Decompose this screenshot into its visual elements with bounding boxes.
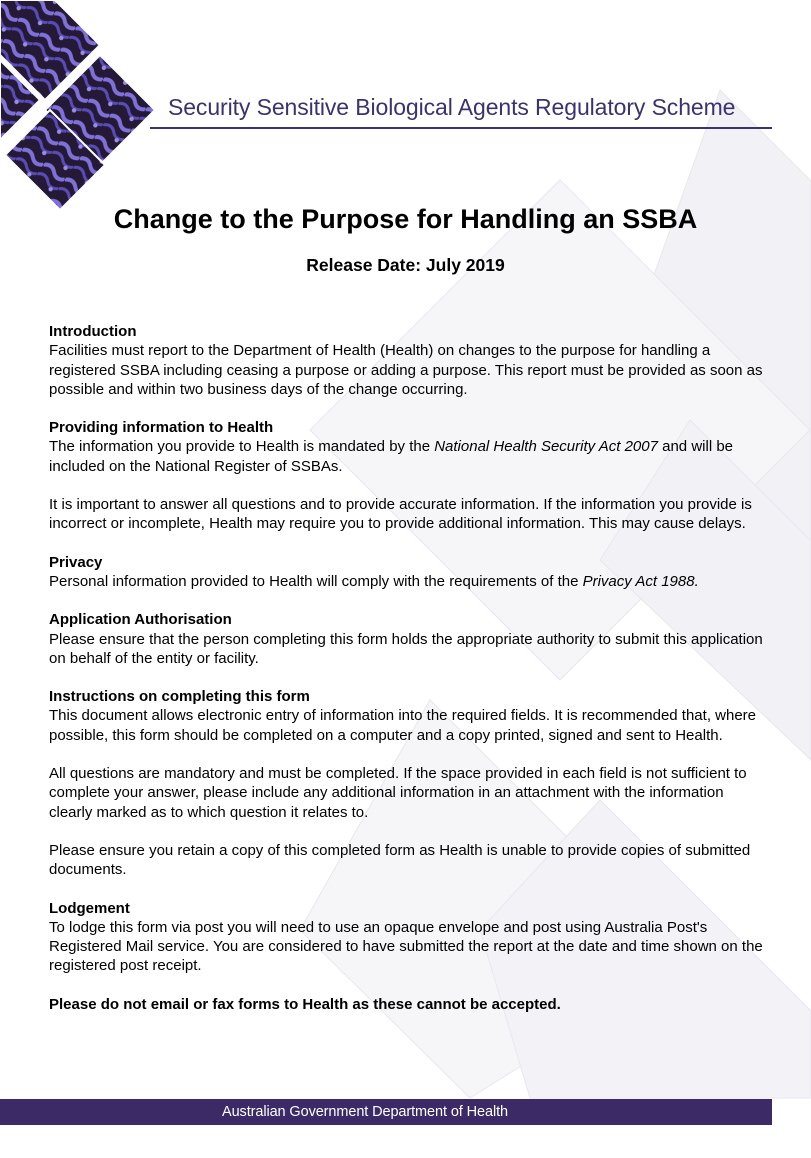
section-text: It is important to answer all questions and to provide accurate information. If the information you provide is incorrect or incomplete, Health may require you to provide additional information. This may cause delays.	[49, 496, 752, 533]
header-divider	[150, 127, 772, 129]
section-heading: Introduction	[49, 323, 137, 340]
section-text	[49, 437, 765, 476]
text-run: The information you provide to Health is mandated by the	[49, 438, 435, 456]
section-text: All questions are mandatory and must be completed. If the space provided in each field is not sufficient to complete your answer, please include any additional information in an attachment with the information clearly marked as to which question it relates to.	[49, 765, 747, 821]
section-instructions	[49, 687, 765, 879]
document-body	[49, 322, 765, 1014]
act-name: National Health Security Act 2007	[434, 438, 658, 456]
document-title: Change to the Purpose for Handling an SSBA	[113, 204, 698, 234]
section-text: Please ensure that the person completing this form holds the appropriate authority to submit this application on behalf of the entity or facility.	[49, 630, 763, 667]
section-introduction	[49, 322, 765, 399]
section-heading: Providing information to Health	[49, 419, 274, 437]
section-heading: Lodgement	[49, 899, 130, 917]
section-lodgement	[49, 899, 765, 976]
footer-text: Australian Government Department of Health	[222, 1104, 508, 1120]
section-heading: Application Authorisation	[49, 611, 232, 629]
section-text: To lodge this form via post you will need to use an opaque envelope and post using Australia Post's Registered Mail service. You are considered to have submitted the report at the date and time shown on the registered post receipt.	[49, 918, 763, 975]
act-name: Privacy Act 1988.	[582, 572, 699, 590]
section-text	[49, 572, 765, 591]
section-privacy	[49, 553, 765, 592]
section-providing-information	[49, 418, 765, 533]
section-text: Please ensure you retain a copy of this completed form as Health is unable to provide copies of submitted documents.	[49, 841, 751, 879]
section-application-authorisation	[49, 610, 765, 668]
section-heading: Instructions on completing this form	[49, 688, 310, 706]
text-run: and will be included on the National Register of SSBAs.	[49, 438, 733, 475]
text-run: Personal information provided to Health will comply with the requirements of the	[49, 572, 583, 590]
section-text: This document allows electronic entry of information into the required fields. It is recommended that, where possible, this form should be completed on a computer and a copy printed, signed and sent to Health.	[49, 707, 757, 744]
release-date: Release Date: July 2019	[306, 255, 505, 275]
section-text: Facilities must report to the Department of Health (Health) on changes to the purpose for handling a registered SSBA including ceasing a purpose or adding a purpose. This report must be provided as soon as possible and within two business days of the change occurring.	[49, 342, 763, 398]
section-heading: Privacy	[49, 553, 103, 571]
final-note: Please do not email or fax forms to Health as these cannot be accepted.	[49, 995, 561, 1013]
scheme-title: Security Sensitive Biological Agents Regulatory Scheme	[168, 94, 736, 120]
